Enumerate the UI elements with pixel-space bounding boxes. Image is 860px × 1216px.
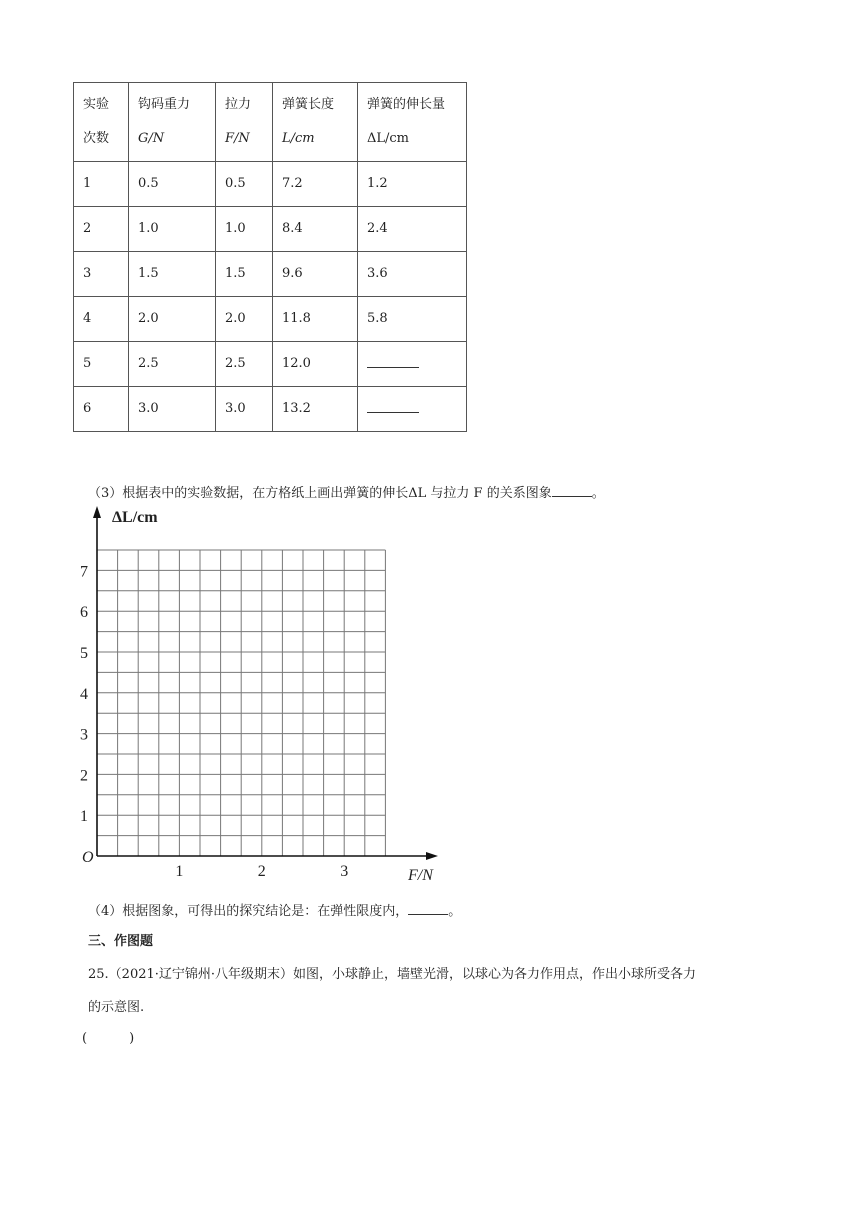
table-cell: 3.0 bbox=[129, 387, 216, 432]
x-tick-label: 2 bbox=[257, 863, 266, 880]
table-cell: 2.0 bbox=[129, 297, 216, 342]
header-extension: 弹簧的伸长量 ΔL/cm bbox=[358, 83, 467, 162]
table-cell bbox=[358, 342, 467, 387]
table-cell: 1.0 bbox=[129, 207, 216, 252]
experiment-data-table bbox=[73, 82, 467, 432]
y-tick-label: 6 bbox=[80, 604, 88, 622]
answer-blank[interactable] bbox=[367, 398, 419, 413]
y-tick-label: 4 bbox=[80, 685, 88, 703]
answer-blank[interactable] bbox=[552, 484, 592, 497]
table-cell: 2 bbox=[74, 207, 129, 252]
table-cell: 3.0 bbox=[216, 387, 273, 432]
question-4: （4）根据图象，可得出的探究结论是：在弹性限度内， 。 bbox=[88, 904, 462, 919]
table-cell: 7.2 bbox=[273, 162, 358, 207]
table-cell: 5.8 bbox=[358, 297, 467, 342]
y-tick-label: 2 bbox=[80, 767, 88, 785]
table-cell: 1 bbox=[74, 162, 129, 207]
table-row bbox=[74, 387, 467, 432]
y-tick-label: 1 bbox=[80, 808, 88, 826]
answer-blank[interactable] bbox=[367, 353, 419, 368]
y-tick-label: 5 bbox=[80, 645, 88, 662]
table-cell: 1.5 bbox=[216, 252, 273, 297]
table-cell: 3 bbox=[74, 252, 129, 297]
table-row bbox=[74, 207, 467, 252]
table-cell: 1.2 bbox=[358, 162, 467, 207]
table-cell: 3.6 bbox=[358, 252, 467, 297]
table-row bbox=[74, 162, 467, 207]
answer-parentheses: ( ) bbox=[82, 1031, 135, 1046]
table-cell bbox=[358, 387, 467, 432]
table-header-row bbox=[74, 83, 467, 162]
table-row bbox=[74, 297, 467, 342]
origin-label: O bbox=[82, 849, 94, 866]
header-trial: 实验 次数 bbox=[74, 83, 129, 162]
table-cell: 9.6 bbox=[273, 252, 358, 297]
table-cell: 13.2 bbox=[273, 387, 358, 432]
table-row bbox=[74, 252, 467, 297]
table-cell: 4 bbox=[74, 297, 129, 342]
header-force: 拉力 F/N bbox=[216, 83, 273, 162]
table-cell: 5 bbox=[74, 342, 129, 387]
question-25-line2: 的示意图. bbox=[88, 1000, 145, 1015]
question-25-line1: 25.（2021·辽宁锦州·八年级期末）如图，小球静止，墙壁光滑，以球心为各力作用点，作出小球所受各力 bbox=[88, 967, 697, 982]
table-cell: 6 bbox=[74, 387, 129, 432]
table-cell: 2.5 bbox=[129, 342, 216, 387]
x-tick-label: 3 bbox=[340, 863, 349, 880]
question-3: （3）根据表中的实验数据，在方格纸上画出弹簧的伸长ΔL 与拉力 F 的关系图象 。 bbox=[88, 486, 605, 501]
header-length: 弹簧长度 L/cm bbox=[273, 83, 358, 162]
table-cell: 1.0 bbox=[216, 207, 273, 252]
table-row bbox=[74, 342, 467, 387]
x-tick-label: 1 bbox=[175, 863, 184, 880]
table-cell: 2.5 bbox=[216, 342, 273, 387]
x-axis-label: F/N bbox=[408, 867, 433, 884]
table-cell: 0.5 bbox=[129, 162, 216, 207]
table-cell: 11.8 bbox=[273, 297, 358, 342]
x-axis-arrow bbox=[426, 852, 438, 860]
table-cell: 2.0 bbox=[216, 297, 273, 342]
y-tick-label: 3 bbox=[80, 726, 88, 744]
y-axis-label: ΔL/cm bbox=[112, 509, 158, 526]
header-weight: 钩码重力 G/N bbox=[129, 83, 216, 162]
table-cell: 2.4 bbox=[358, 207, 467, 252]
table-cell: 0.5 bbox=[216, 162, 273, 207]
section-title: 三、作图题 bbox=[88, 934, 154, 949]
y-axis-arrow bbox=[93, 506, 101, 518]
table-cell: 12.0 bbox=[273, 342, 358, 387]
y-tick-label: 7 bbox=[80, 563, 88, 581]
answer-blank[interactable] bbox=[408, 902, 448, 915]
table-cell: 1.5 bbox=[129, 252, 216, 297]
table-cell: 8.4 bbox=[273, 207, 358, 252]
grid-graph bbox=[72, 500, 452, 890]
